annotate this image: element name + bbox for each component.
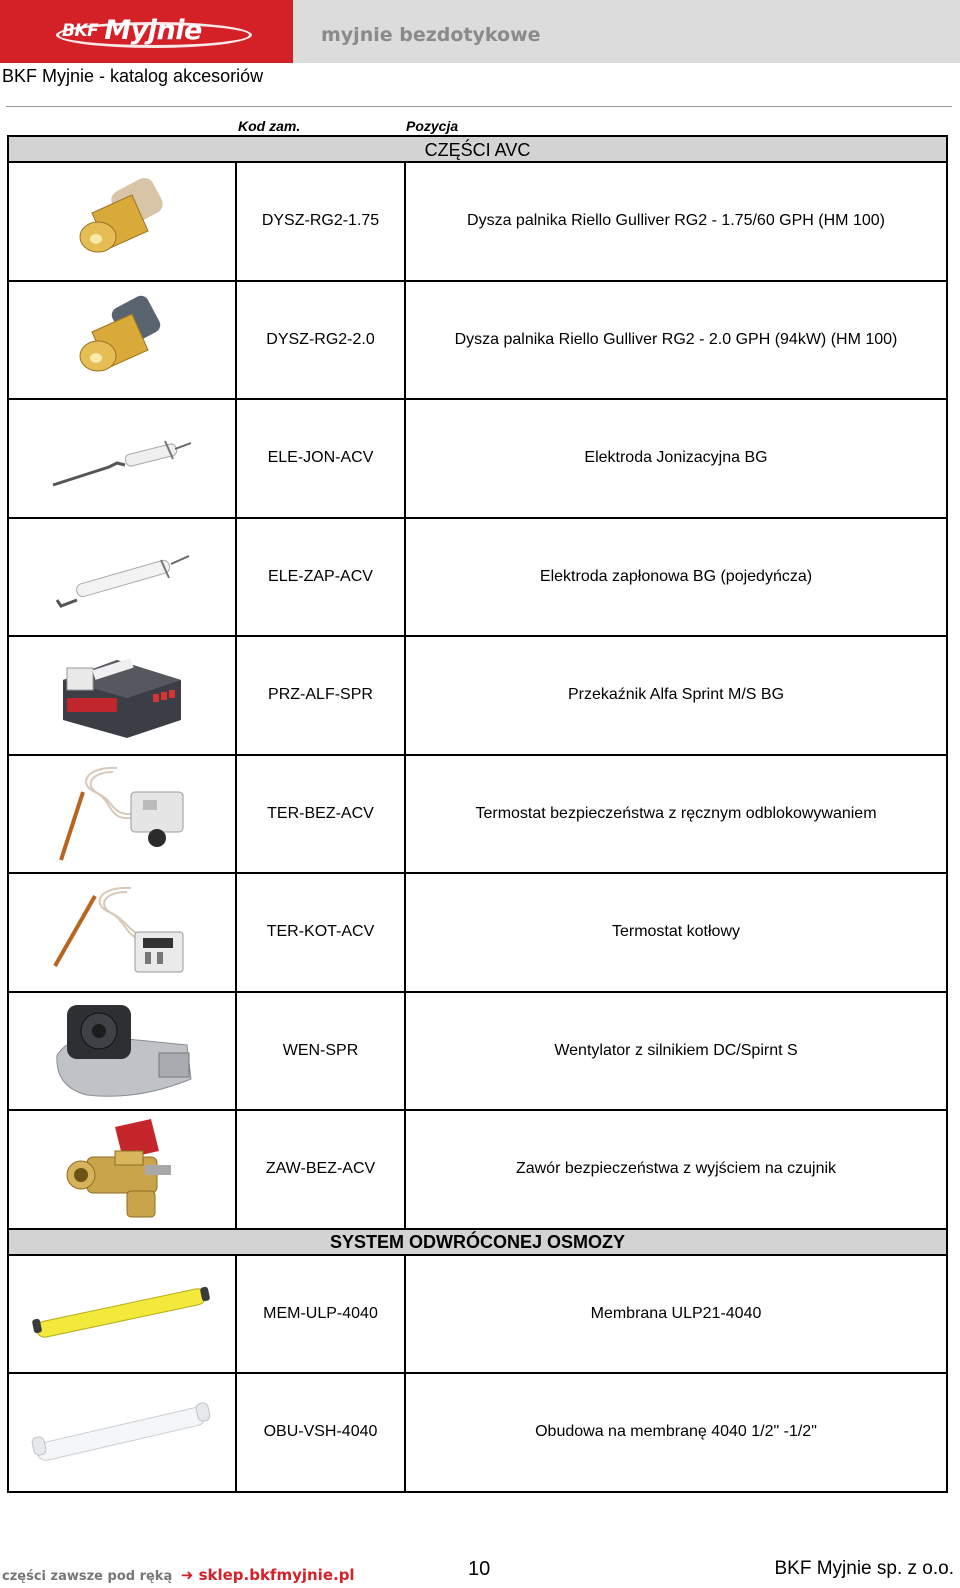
table-row bbox=[8, 162, 947, 281]
section-title: SYSTEM ODWRÓCONEJ OSMOZY bbox=[8, 1229, 947, 1255]
product-code: TER-BEZ-ACV bbox=[236, 755, 405, 874]
page-number: 10 bbox=[468, 1558, 491, 1580]
product-name: Zawór bezpieczeństwa z wyjściem na czujnik bbox=[405, 1110, 947, 1229]
table-row bbox=[8, 873, 947, 992]
valve-icon bbox=[57, 1117, 187, 1221]
product-image-cell bbox=[8, 636, 236, 755]
product-code: WEN-SPR bbox=[236, 992, 405, 1111]
table-row bbox=[8, 399, 947, 518]
product-code: DYSZ-RG2-2.0 bbox=[236, 281, 405, 400]
product-image-cell bbox=[8, 1255, 236, 1374]
product-name: Membrana ULP21-4040 bbox=[405, 1255, 947, 1374]
table-row bbox=[8, 281, 947, 400]
footer-shop-link[interactable]: ➜ sklep.bkfmyjnie.pl bbox=[180, 1566, 355, 1584]
product-image-cell bbox=[8, 1373, 236, 1492]
section-title: CZĘŚCI AVC bbox=[8, 136, 947, 162]
electrode-icon bbox=[47, 542, 197, 612]
table-row bbox=[8, 755, 947, 874]
product-image-cell bbox=[8, 399, 236, 518]
logo-text bbox=[62, 14, 246, 48]
product-code: TER-KOT-ACV bbox=[236, 873, 405, 992]
nozzle-icon bbox=[62, 292, 182, 388]
product-image-cell bbox=[8, 873, 236, 992]
product-name: Obudowa na membranę 4040 1/2" -1/2" bbox=[405, 1373, 947, 1492]
table-row bbox=[8, 1373, 947, 1492]
section-row bbox=[8, 136, 947, 162]
table-row bbox=[8, 518, 947, 637]
footer-shop-url: sklep.bkfmyjnie.pl bbox=[198, 1566, 355, 1584]
header-subtitle: myjnie bezdotykowe bbox=[321, 24, 541, 46]
document-title: BKF Myjnie - katalog akcesoriów bbox=[2, 66, 264, 86]
product-name: Elektroda Jonizacyjna BG bbox=[405, 399, 947, 518]
product-name: Elektroda zapłonowa BG (pojedyńcza) bbox=[405, 518, 947, 637]
table-row bbox=[8, 1255, 947, 1374]
membrane-icon bbox=[27, 1279, 217, 1349]
housing-icon bbox=[27, 1397, 217, 1467]
product-code: PRZ-ALF-SPR bbox=[236, 636, 405, 755]
product-code: ELE-JON-ACV bbox=[236, 399, 405, 518]
product-code: MEM-ULP-4040 bbox=[236, 1255, 405, 1374]
product-name: Dysza palnika Riello Gulliver RG2 - 1.75/60 GPH (HM 100) bbox=[405, 162, 947, 281]
electrode-icon bbox=[47, 423, 197, 493]
product-image-cell bbox=[8, 281, 236, 400]
relay-icon bbox=[57, 650, 187, 740]
product-image-cell bbox=[8, 162, 236, 281]
company-name: BKF Myjnie sp. z o.o. bbox=[774, 1558, 954, 1579]
thermostat-icon bbox=[47, 882, 197, 982]
product-code: ZAW-BEZ-ACV bbox=[236, 1110, 405, 1229]
product-name: Wentylator z silnikiem DC/Spirnt S bbox=[405, 992, 947, 1111]
catalog-table bbox=[7, 135, 948, 1493]
column-header-position: Pozycja bbox=[406, 118, 459, 134]
column-header-code: Kod zam. bbox=[238, 118, 301, 134]
product-code: OBU-VSH-4040 bbox=[236, 1373, 405, 1492]
footer-tagline bbox=[2, 1566, 355, 1584]
product-name: Termostat bezpieczeństwa z ręcznym odblokowywaniem bbox=[405, 755, 947, 874]
product-image-cell bbox=[8, 1110, 236, 1229]
product-code: ELE-ZAP-ACV bbox=[236, 518, 405, 637]
product-name: Termostat kotłowy bbox=[405, 873, 947, 992]
product-image-cell bbox=[8, 518, 236, 637]
product-code: DYSZ-RG2-1.75 bbox=[236, 162, 405, 281]
title-divider bbox=[6, 106, 952, 107]
table-row bbox=[8, 1110, 947, 1229]
fan-icon bbox=[47, 997, 197, 1105]
footer-tagline-text: części zawsze pod ręką bbox=[2, 1569, 173, 1584]
product-name: Dysza palnika Riello Gulliver RG2 - 2.0 GPH (94kW) (HM 100) bbox=[405, 281, 947, 400]
logo-prefix: BKF bbox=[62, 21, 99, 41]
page-header bbox=[0, 0, 960, 63]
product-name: Przekaźnik Alfa Sprint M/S BG bbox=[405, 636, 947, 755]
nozzle-icon bbox=[62, 173, 182, 269]
thermostat-icon bbox=[47, 762, 197, 866]
logo-name: Myjnie bbox=[104, 15, 202, 46]
brand-logo bbox=[0, 0, 293, 63]
section-row bbox=[8, 1229, 947, 1255]
product-image-cell bbox=[8, 992, 236, 1111]
table-row bbox=[8, 636, 947, 755]
table-row bbox=[8, 992, 947, 1111]
product-image-cell bbox=[8, 755, 236, 874]
